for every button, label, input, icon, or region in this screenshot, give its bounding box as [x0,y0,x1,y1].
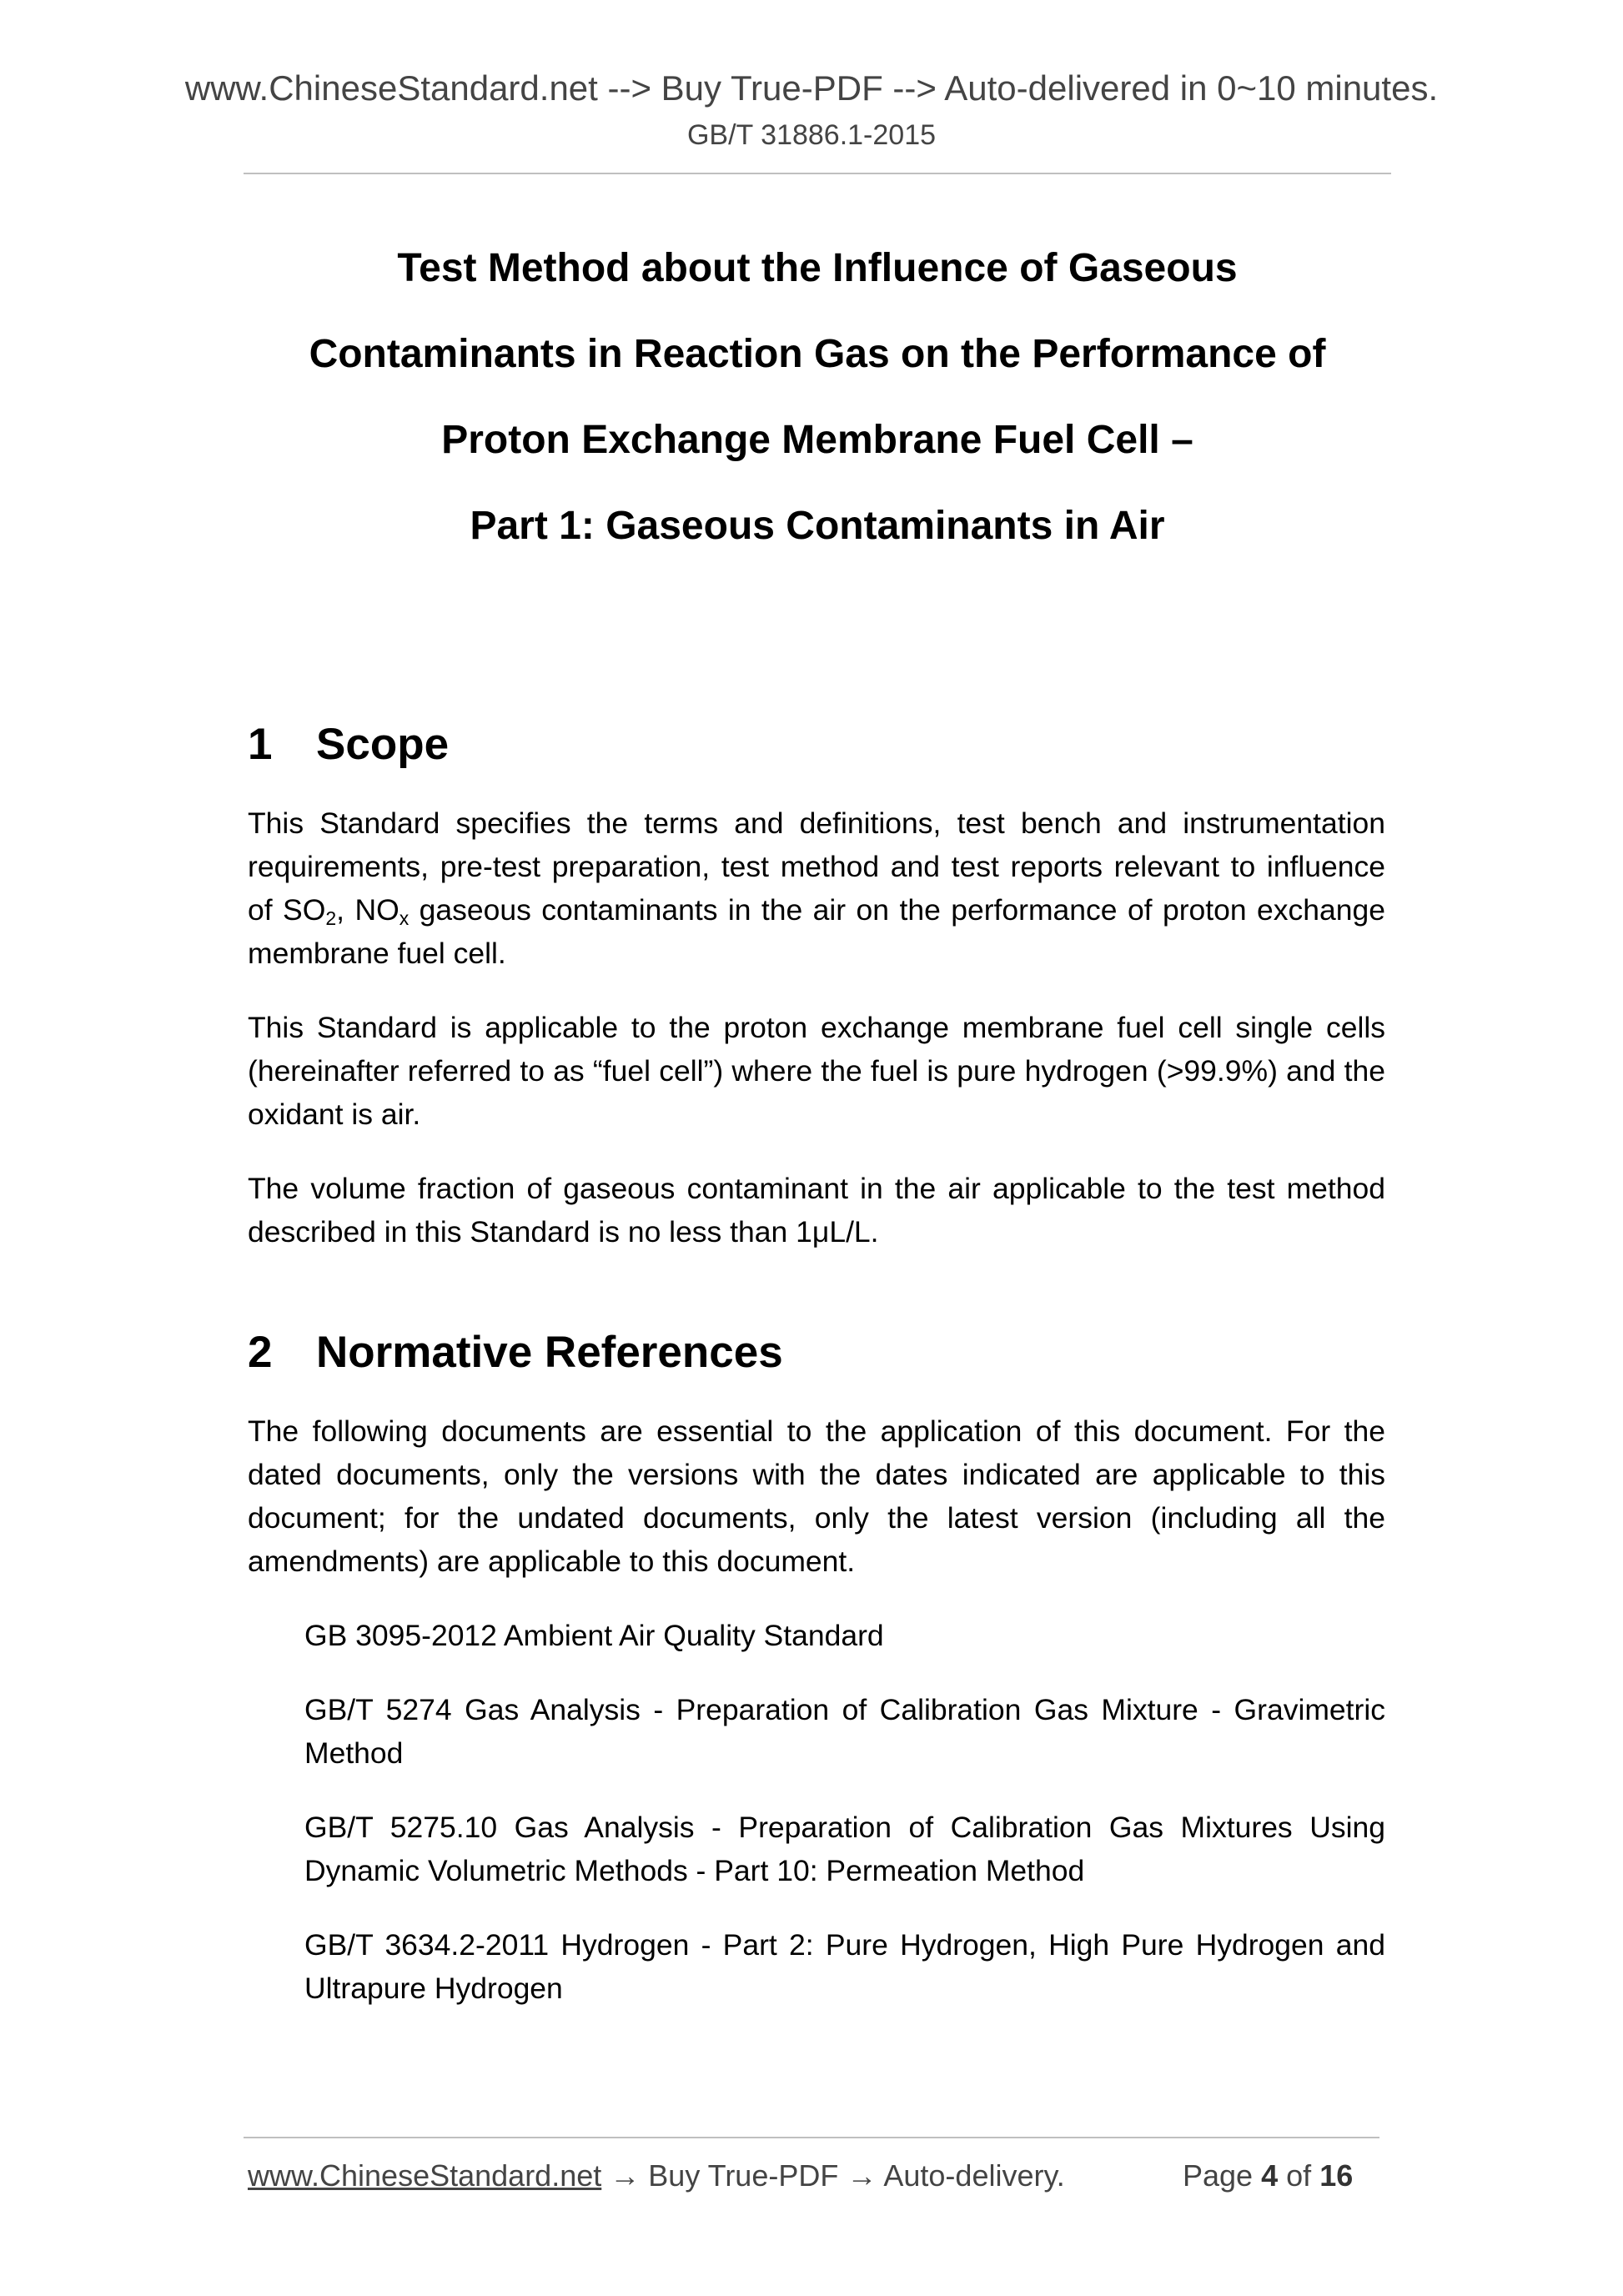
references-intro: The following documents are essential to the application of this document. For the dated documents, only the versions with the dates indicated are applicable to this document; for the undated documents, only the latest version (including all the amendments) are applicable to this document. [248,1414,1385,1578]
section-title: Scope [316,720,450,769]
footer-buy-text: Buy True-PDF [648,2158,839,2193]
text-run: gaseous contaminants in the air on the performance of proton exchange membrane fuel cell. [248,893,1386,970]
page-indicator [1183,2155,1353,2197]
reference-item: GB/T 3634.2-2011 Hydrogen - Part 2: Pure Hydrogen, High Pure Hydrogen and Ultrapure Hydrogen [304,1928,1385,2005]
title-line-3: Proton Exchange Membrane Fuel Cell – [441,418,1193,462]
section-number: 2 [248,1328,273,1377]
footer-divider [244,2137,1379,2138]
page-number: 4 [1261,2158,1279,2193]
section-number: 1 [248,720,273,769]
title-line-4: Part 1: Gaseous Contaminants in Air [470,504,1165,548]
footer-promo [248,2155,1065,2197]
section-heading-scope [248,711,1385,778]
header-banner: www.ChineseStandard.net --> Buy True-PDF --> Auto-delivered in 0~10 minutes. [184,68,1439,108]
scope-paragraph-1 [248,801,1385,975]
document-title [234,235,1401,579]
header-divider [244,173,1391,174]
subscript: x [399,907,410,929]
text-run: , NO [336,893,399,927]
title-line-2: Contaminants in Reaction Gas on the Performance of [309,332,1326,376]
footer-delivery-text: Auto-delivery. [883,2158,1065,2193]
arrow-right-icon: → [610,2158,641,2193]
text-run: This Standard specifies the terms and definitions, test bench and instrumentation requirements, pre-test preparation, test method and test reports relevant to influence of SO [248,806,1385,927]
footer-site-link[interactable]: www.ChineseStandard.net [248,2158,602,2193]
of-label: of [1286,2158,1312,2193]
header-standard-code: GB/T 31886.1-2015 [686,119,937,151]
scope-paragraph-3: The volume fraction of gaseous contaminant in the air applicable to the test method described in this Standard is no less than 1μL/L. [248,1172,1385,1248]
section-title: Normative References [316,1328,783,1377]
reference-item: GB/T 5275.10 Gas Analysis - Preparation of Calibration Gas Mixtures Using Dynamic Volumetric Methods - Part 10: Permeation Method [304,1811,1385,1887]
scope-paragraph-2: This Standard is applicable to the proton exchange membrane fuel cell single cells (hereinafter referred to as “fuel cell”) where the fuel is pure hydrogen (>99.9%) and the oxidant is air. [248,1011,1385,1131]
total-pages: 16 [1319,2158,1354,2193]
title-line-1: Test Method about the Influence of Gaseous [397,246,1238,290]
page-label: Page [1183,2158,1254,2193]
reference-item: GB/T 5274 Gas Analysis - Preparation of Calibration Gas Mixture - Gravimetric Method [304,1693,1385,1770]
section-spacer [248,1284,1385,1319]
reference-item: GB 3095-2012 Ambient Air Quality Standard [304,1619,884,1652]
arrow-right-icon: → [847,2158,877,2193]
subscript: 2 [325,907,337,929]
section-heading-normative-references [248,1319,1385,1386]
document-body [248,711,1385,2041]
